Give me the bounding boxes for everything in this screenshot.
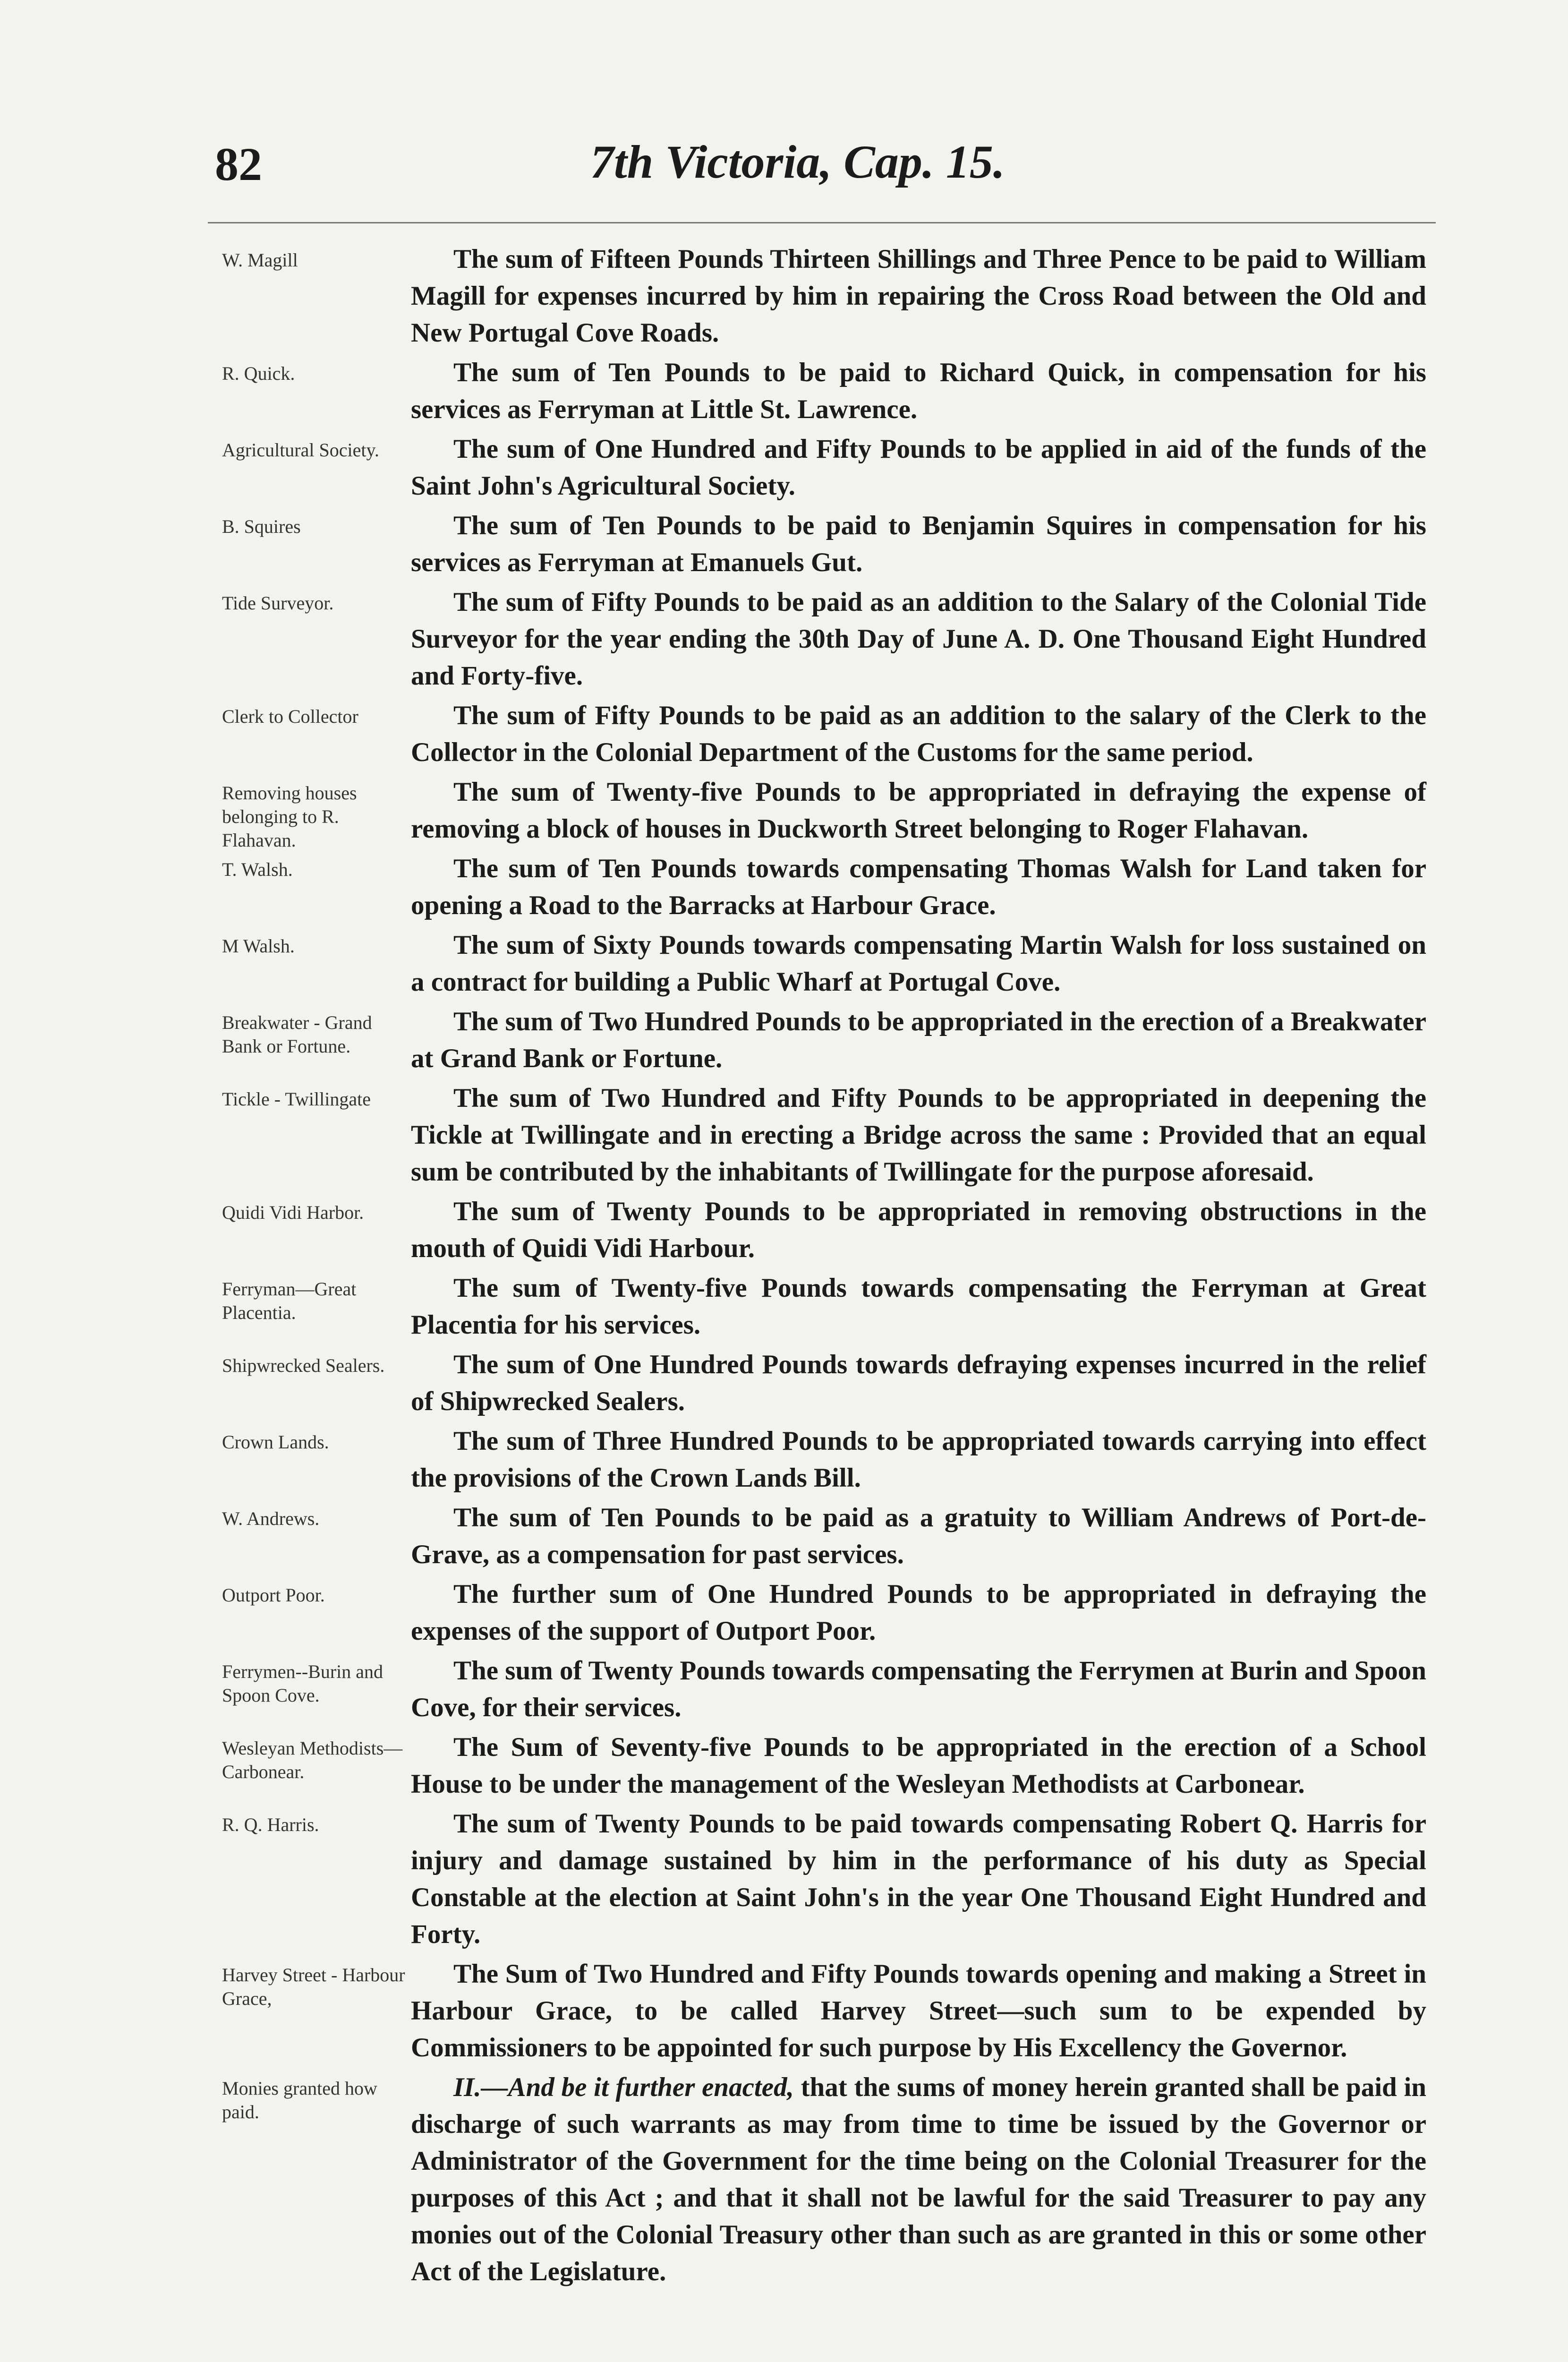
entry-shipwrecked-sealers [0, 1346, 1568, 1420]
entry-text: The sum of One Hundred Pounds towards defraying expenses incurred in the relief of Shipwrecked Sealers. [411, 1350, 1426, 1416]
entry-text: The sum of Ten Pounds to be paid to Richard Quick, in compensation for his services as Ferryman at Little St. Lawrence. [411, 358, 1426, 424]
margin-note: Shipwrecked Sealers. [222, 1355, 385, 1376]
margin-note: R. Q. Harris. [222, 1814, 319, 1835]
entry-text: The sum of Fifteen Pounds Thirteen Shillings and Three Pence to be paid to William Magill for expenses incurred by him in repairing the Cross Road between the Old and New Portugal Cove Roads. [411, 244, 1426, 348]
margin-note: M Walsh. [222, 935, 295, 957]
entry-text: The sum of Twenty-five Pounds towards compensating the Ferryman at Great Placentia for his services. [411, 1273, 1426, 1340]
margin-note: Ferryman—Great Placentia. [222, 1278, 357, 1323]
entry-harris [0, 1806, 1568, 1953]
entry-quick [0, 354, 1568, 428]
entry-text: The sum of Twenty Pounds towards compensating the Ferrymen at Burin and Spoon Cove, for their services. [411, 1656, 1426, 1722]
margin-note: Tickle - Twillingate [222, 1088, 371, 1110]
entry-t-walsh [0, 850, 1568, 924]
margin-note: Removing houses belonging to R. Flahavan. [222, 782, 357, 851]
entry-agricultural-society [0, 431, 1568, 505]
margin-note: T. Walsh. [222, 859, 293, 880]
entry-burin-spoon-cove [0, 1652, 1568, 1726]
running-title: 7th Victoria, Cap. 15. [590, 136, 1005, 188]
margin-note: Agricultural Society. [222, 439, 379, 461]
entry-text: The sum of Sixty Pounds towards compensating Martin Walsh for loss sustained on a contract for building a Public Wharf at Portugal Cove. [411, 930, 1426, 997]
entry-clerk-to-collector [0, 697, 1568, 771]
margin-note: B. Squires [222, 516, 301, 537]
entry-great-placentia [0, 1270, 1568, 1344]
entry-text: The sum of One Hundred and Fifty Pounds to be applied in aid of the funds of the Saint John's Agricultural Society. [411, 434, 1426, 501]
entry-wesleyan-methodists [0, 1729, 1568, 1803]
margin-note: Clerk to Collector [222, 706, 358, 727]
entry-andrews [0, 1499, 1568, 1573]
margin-note: Ferrymen--Burin and Spoon Cove. [222, 1661, 383, 1706]
section-ii [0, 2069, 1568, 2290]
entry-text: The sum of Three Hundred Pounds to be appropriated towards carrying into effect the provisions of the Crown Lands Bill. [411, 1426, 1426, 1493]
entry-text: The Sum of Seventy-five Pounds to be appropriated in the erection of a School House to be under the management of the Wesleyan Methodists at Carbonear. [411, 1732, 1426, 1799]
entry-text: The Sum of Two Hundred and Fifty Pounds towards opening and making a Street in Harbour Grace, to be called Harvey Street—such sum to be expended by Commissioners to be appointed for such purpose by His Excellency the Governor. [411, 1959, 1426, 2062]
entry-breakwater [0, 1003, 1568, 1077]
entry-text: The sum of Twenty-five Pounds to be appropriated in defraying the expense of removing a block of houses in Duckworth Street belonging to Roger Flahavan. [411, 777, 1426, 844]
entry-outport-poor [0, 1576, 1568, 1650]
section-lead: II.—And be it further enacted, [453, 2072, 794, 2102]
entry-m-walsh [0, 927, 1568, 1001]
entry-crown-lands [0, 1423, 1568, 1497]
header-rule [208, 222, 1436, 223]
page-number: 82 [215, 138, 262, 190]
margin-note: W. Andrews. [222, 1508, 320, 1529]
entry-text: The sum of Twenty Pounds to be appropriated in removing obstructions in the mouth of Quidi Vidi Harbour. [411, 1197, 1426, 1263]
margin-note: Tide Surveyor. [222, 592, 334, 614]
section-text [411, 2069, 1426, 2290]
entry-text: The further sum of One Hundred Pounds to be appropriated in defraying the expenses of the support of Outport Poor. [411, 1579, 1426, 1646]
margin-note: Crown Lands. [222, 1431, 329, 1453]
margin-note: Monies granted how paid. [222, 2078, 377, 2122]
margin-note: Harvey Street - Harbour Grace, [222, 1964, 405, 2009]
margin-note: Outport Poor. [222, 1584, 325, 1606]
entry-twillingate [0, 1080, 1568, 1190]
entry-harvey-street [0, 1956, 1568, 2066]
margin-note: Quidi Vidi Harbor. [222, 1202, 364, 1223]
entry-text: The sum of Two Hundred and Fifty Pounds to be appropriated in deepening the Tickle at Twillingate and in erecting a Bridge across the same : Provided that an equal sum be contributed by the inhabitants of Twillingate for the purpose aforesaid. [411, 1083, 1426, 1187]
entry-text: The sum of Fifty Pounds to be paid as an addition to the salary of the Clerk to the Collector in the Colonial Department of the Customs for the same period. [411, 701, 1426, 767]
margin-note: R. Quick. [222, 363, 295, 384]
entry-tide-surveyor [0, 584, 1568, 694]
appropriation-list [0, 241, 1568, 2290]
entry-text: The sum of Ten Pounds towards compensating Thomas Walsh for Land taken for opening a Road to the Barracks at Harbour Grace. [411, 854, 1426, 920]
entry-magill [0, 241, 1568, 351]
entry-text: The sum of Fifty Pounds to be paid as an addition to the Salary of the Colonial Tide Surveyor for the year ending the 30th Day of June A. D. One Thousand Eight Hundred and Forty-five. [411, 587, 1426, 691]
margin-note: Wesleyan Methodists—Carbonear. [222, 1737, 403, 1782]
entry-flahavan [0, 774, 1568, 851]
margin-note: W. Magill [222, 249, 298, 271]
section-body: that the sums of money herein granted shall be paid in discharge of such warrants as may from time to time be issued by the Governor or Administrator of the Government for the time being on the Colonial Treasurer for the purposes of this Act ; and that it shall not be lawful for the said Treasurer to pay any monies out of the Colonial Treasury other than such as are granted in this or some other Act of the Legislature. [411, 2072, 1427, 2286]
margin-note: Breakwater - Grand Bank or Fortune. [222, 1012, 372, 1057]
entry-text: The sum of Ten Pounds to be paid as a gratuity to William Andrews of Port-de-Grave, as a compensation for past services. [411, 1503, 1426, 1569]
entry-text: The sum of Twenty Pounds to be paid towards compensating Robert Q. Harris for injury and damage sustained by him in the performance of his duty as Special Constable at the election at Saint John's in the year One Thousand Eight Hundred and Forty. [411, 1809, 1426, 1949]
entry-text: The sum of Ten Pounds to be paid to Benjamin Squires in compensation for his services as Ferryman at Emanuels Gut. [411, 511, 1426, 577]
entry-text: The sum of Two Hundred Pounds to be appropriated in the erection of a Breakwater at Grand Bank or Fortune. [411, 1007, 1426, 1073]
entry-squires [0, 507, 1568, 581]
entry-quidi-vidi [0, 1193, 1568, 1267]
